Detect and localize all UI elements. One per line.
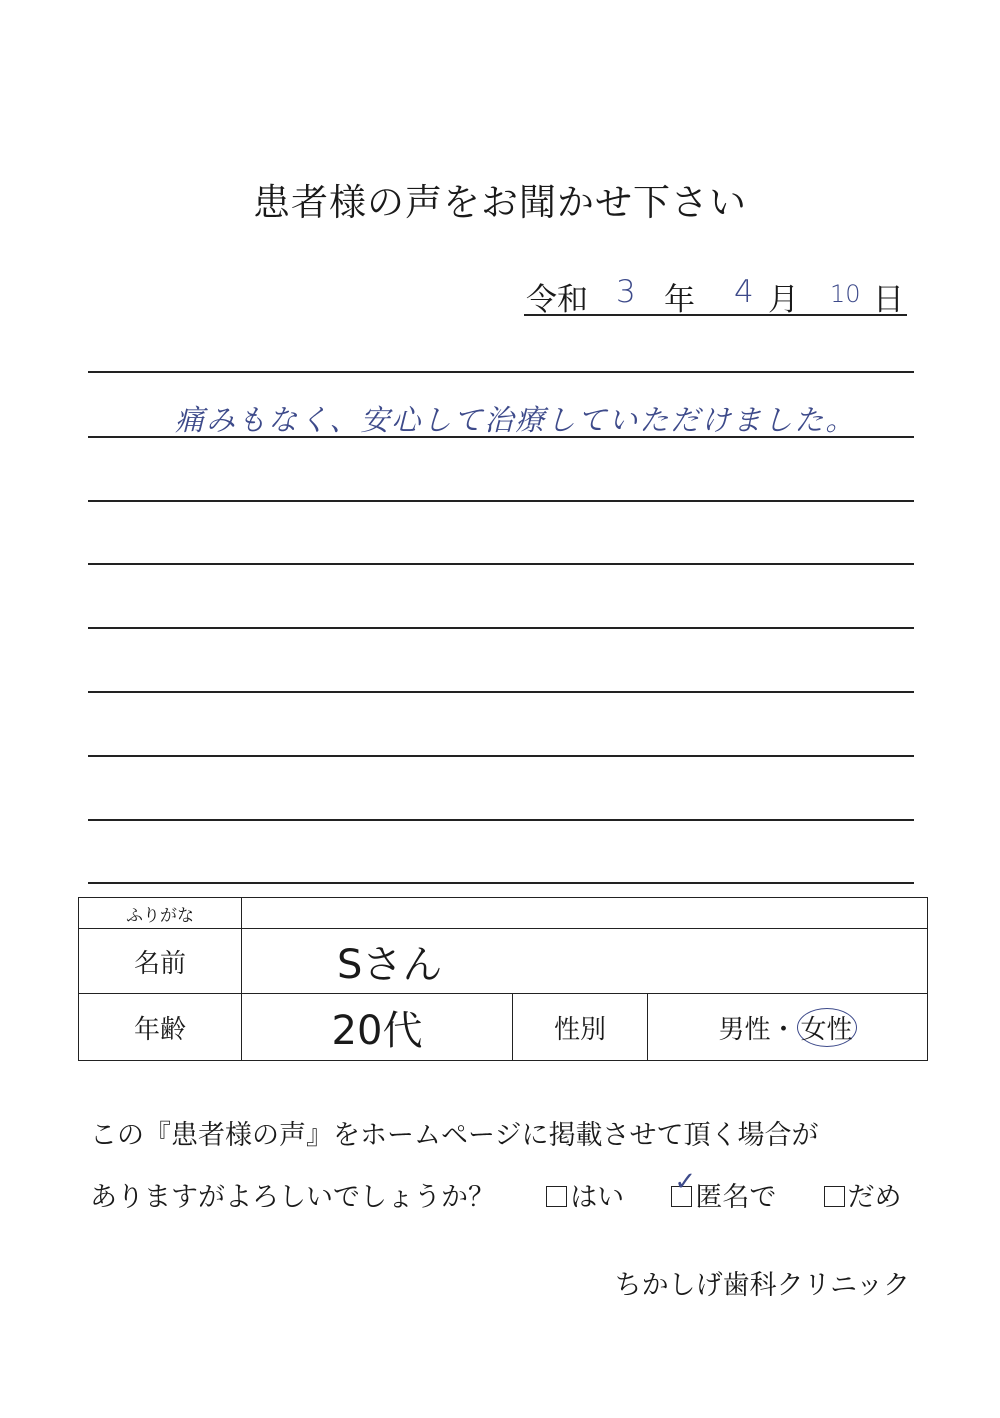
- date-era: 令和: [526, 282, 588, 318]
- consent-question-line1: この『患者様の声』をホームページに掲載させて頂く場合が: [90, 1120, 819, 1151]
- ruled-line: [88, 755, 914, 757]
- furigana-field[interactable]: [242, 898, 928, 929]
- gender-female-selected[interactable]: 女性: [797, 1008, 857, 1047]
- date-day-label: 日: [873, 282, 904, 318]
- form-title: 患者様の声をお聞かせ下さい: [253, 181, 747, 224]
- comment-text: 痛みもなく、安心して治療していただけました。: [175, 403, 857, 437]
- date-year-label: 年: [664, 282, 695, 318]
- name-field[interactable]: Sさん: [242, 929, 928, 994]
- date-month-value: 4: [734, 274, 754, 310]
- ruled-line: [88, 819, 914, 821]
- date-field: [524, 270, 907, 316]
- furigana-label: ふりがな: [79, 898, 242, 929]
- gender-separator: ・: [770, 1014, 797, 1045]
- clinic-name: ちかしげ歯科クリニック: [614, 1270, 910, 1301]
- ruled-line: [88, 371, 914, 373]
- consent-question-line2: ありますがよろしいでしょうか？: [90, 1182, 495, 1213]
- checkbox-no[interactable]: [824, 1186, 845, 1207]
- date-day-value: 10: [830, 280, 861, 308]
- gender-male[interactable]: 男性: [718, 1014, 771, 1045]
- checkbox-yes[interactable]: [546, 1186, 567, 1207]
- ruled-line: [88, 691, 914, 693]
- ruled-line: [88, 500, 914, 502]
- age-label: 年齢: [79, 994, 242, 1061]
- patient-info-table: [78, 897, 928, 1061]
- checkbox-anonymous-checked[interactable]: [671, 1167, 697, 1207]
- ruled-line: [88, 627, 914, 629]
- ruled-line: [88, 436, 914, 438]
- name-label: 名前: [79, 929, 242, 994]
- ruled-line: [88, 563, 914, 565]
- check-mark-icon: ✓: [674, 1167, 697, 1197]
- gender-label: 性別: [513, 994, 648, 1061]
- consent-question-row: [90, 1167, 902, 1214]
- option-no-label: だめ: [847, 1182, 902, 1213]
- date-month-label: 月: [768, 282, 799, 318]
- option-anonymous-label: 匿名で: [695, 1182, 777, 1213]
- date-year-value: 3: [616, 274, 636, 310]
- age-field[interactable]: 20代: [242, 994, 513, 1061]
- option-yes-label: はい: [570, 1182, 625, 1213]
- ruled-line: [88, 882, 914, 884]
- gender-field[interactable]: [648, 994, 928, 1061]
